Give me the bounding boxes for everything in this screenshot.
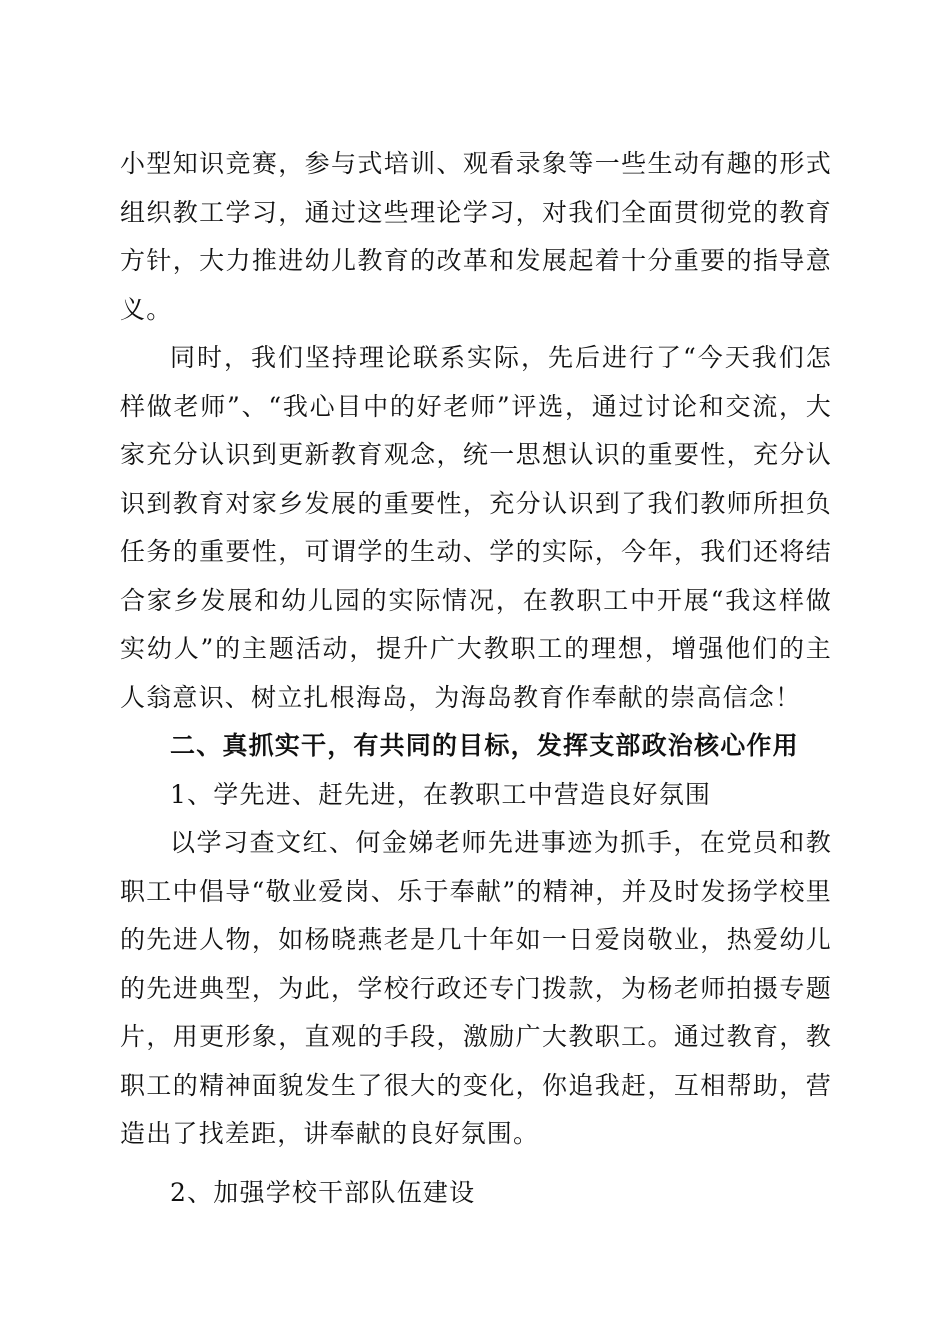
subheading-cadre-building: 2、加强学校干部队伍建设 xyxy=(170,1177,476,1207)
paragraph-theory-practice: 同时，我们坚持理论联系实际，先后进行了“今天我们怎样做老师”、“我心目中的好老师”评选，通过讨论和交流，大家充分认识到更新教育观念，统一思想认识的重要性，充分认识到教育对家乡发展的重要性，充分认识到了我们教师所担负任务的重要性，可谓学的生动、学的实际，今年，我们还将结合家乡发展和幼儿园的实际情况，在教职工中开展“我这样做实幼人”的主题活动，提升广大教职工的理想，增强他们的主人翁意识、树立扎根海岛，为海岛教育作奉献的崇高信念！ xyxy=(120,343,832,712)
section-heading-two: 二、真抓实干，有共同的目标，发挥支部政治核心作用 xyxy=(170,731,799,760)
paragraph-study-forms: 小型知识竞赛，参与式培训、观看录象等一些生动有趣的形式组织教工学习，通过这些理论学习，对我们全面贯彻党的教育方针，大力推进幼儿教育的改革和发展起着十分重要的指导意义。 xyxy=(120,149,832,324)
subheading-learn-advanced: 1、学先进、赶先进，在教职工中营造良好氛围 xyxy=(170,779,712,809)
document-body xyxy=(120,140,832,1217)
paragraph-advanced-example: 以学习查文红、何金娣老师先进事迹为抓手，在党员和教职工中倡导“敬业爱岗、乐于奉献”的精神，并及时发扬学校里的先进人物，如杨晓燕老是几十年如一日爱岗敬业，热爱幼儿的先进典型，为此，学校行政还专门拨款，为杨老师拍摄专题片，用更形象，直观的手段，激励广大教职工。通过教育，教职工的精神面貌发生了很大的变化，你追我赶，互相帮助，营造出了找差距，讲奉献的良好氛围。 xyxy=(120,828,832,1148)
